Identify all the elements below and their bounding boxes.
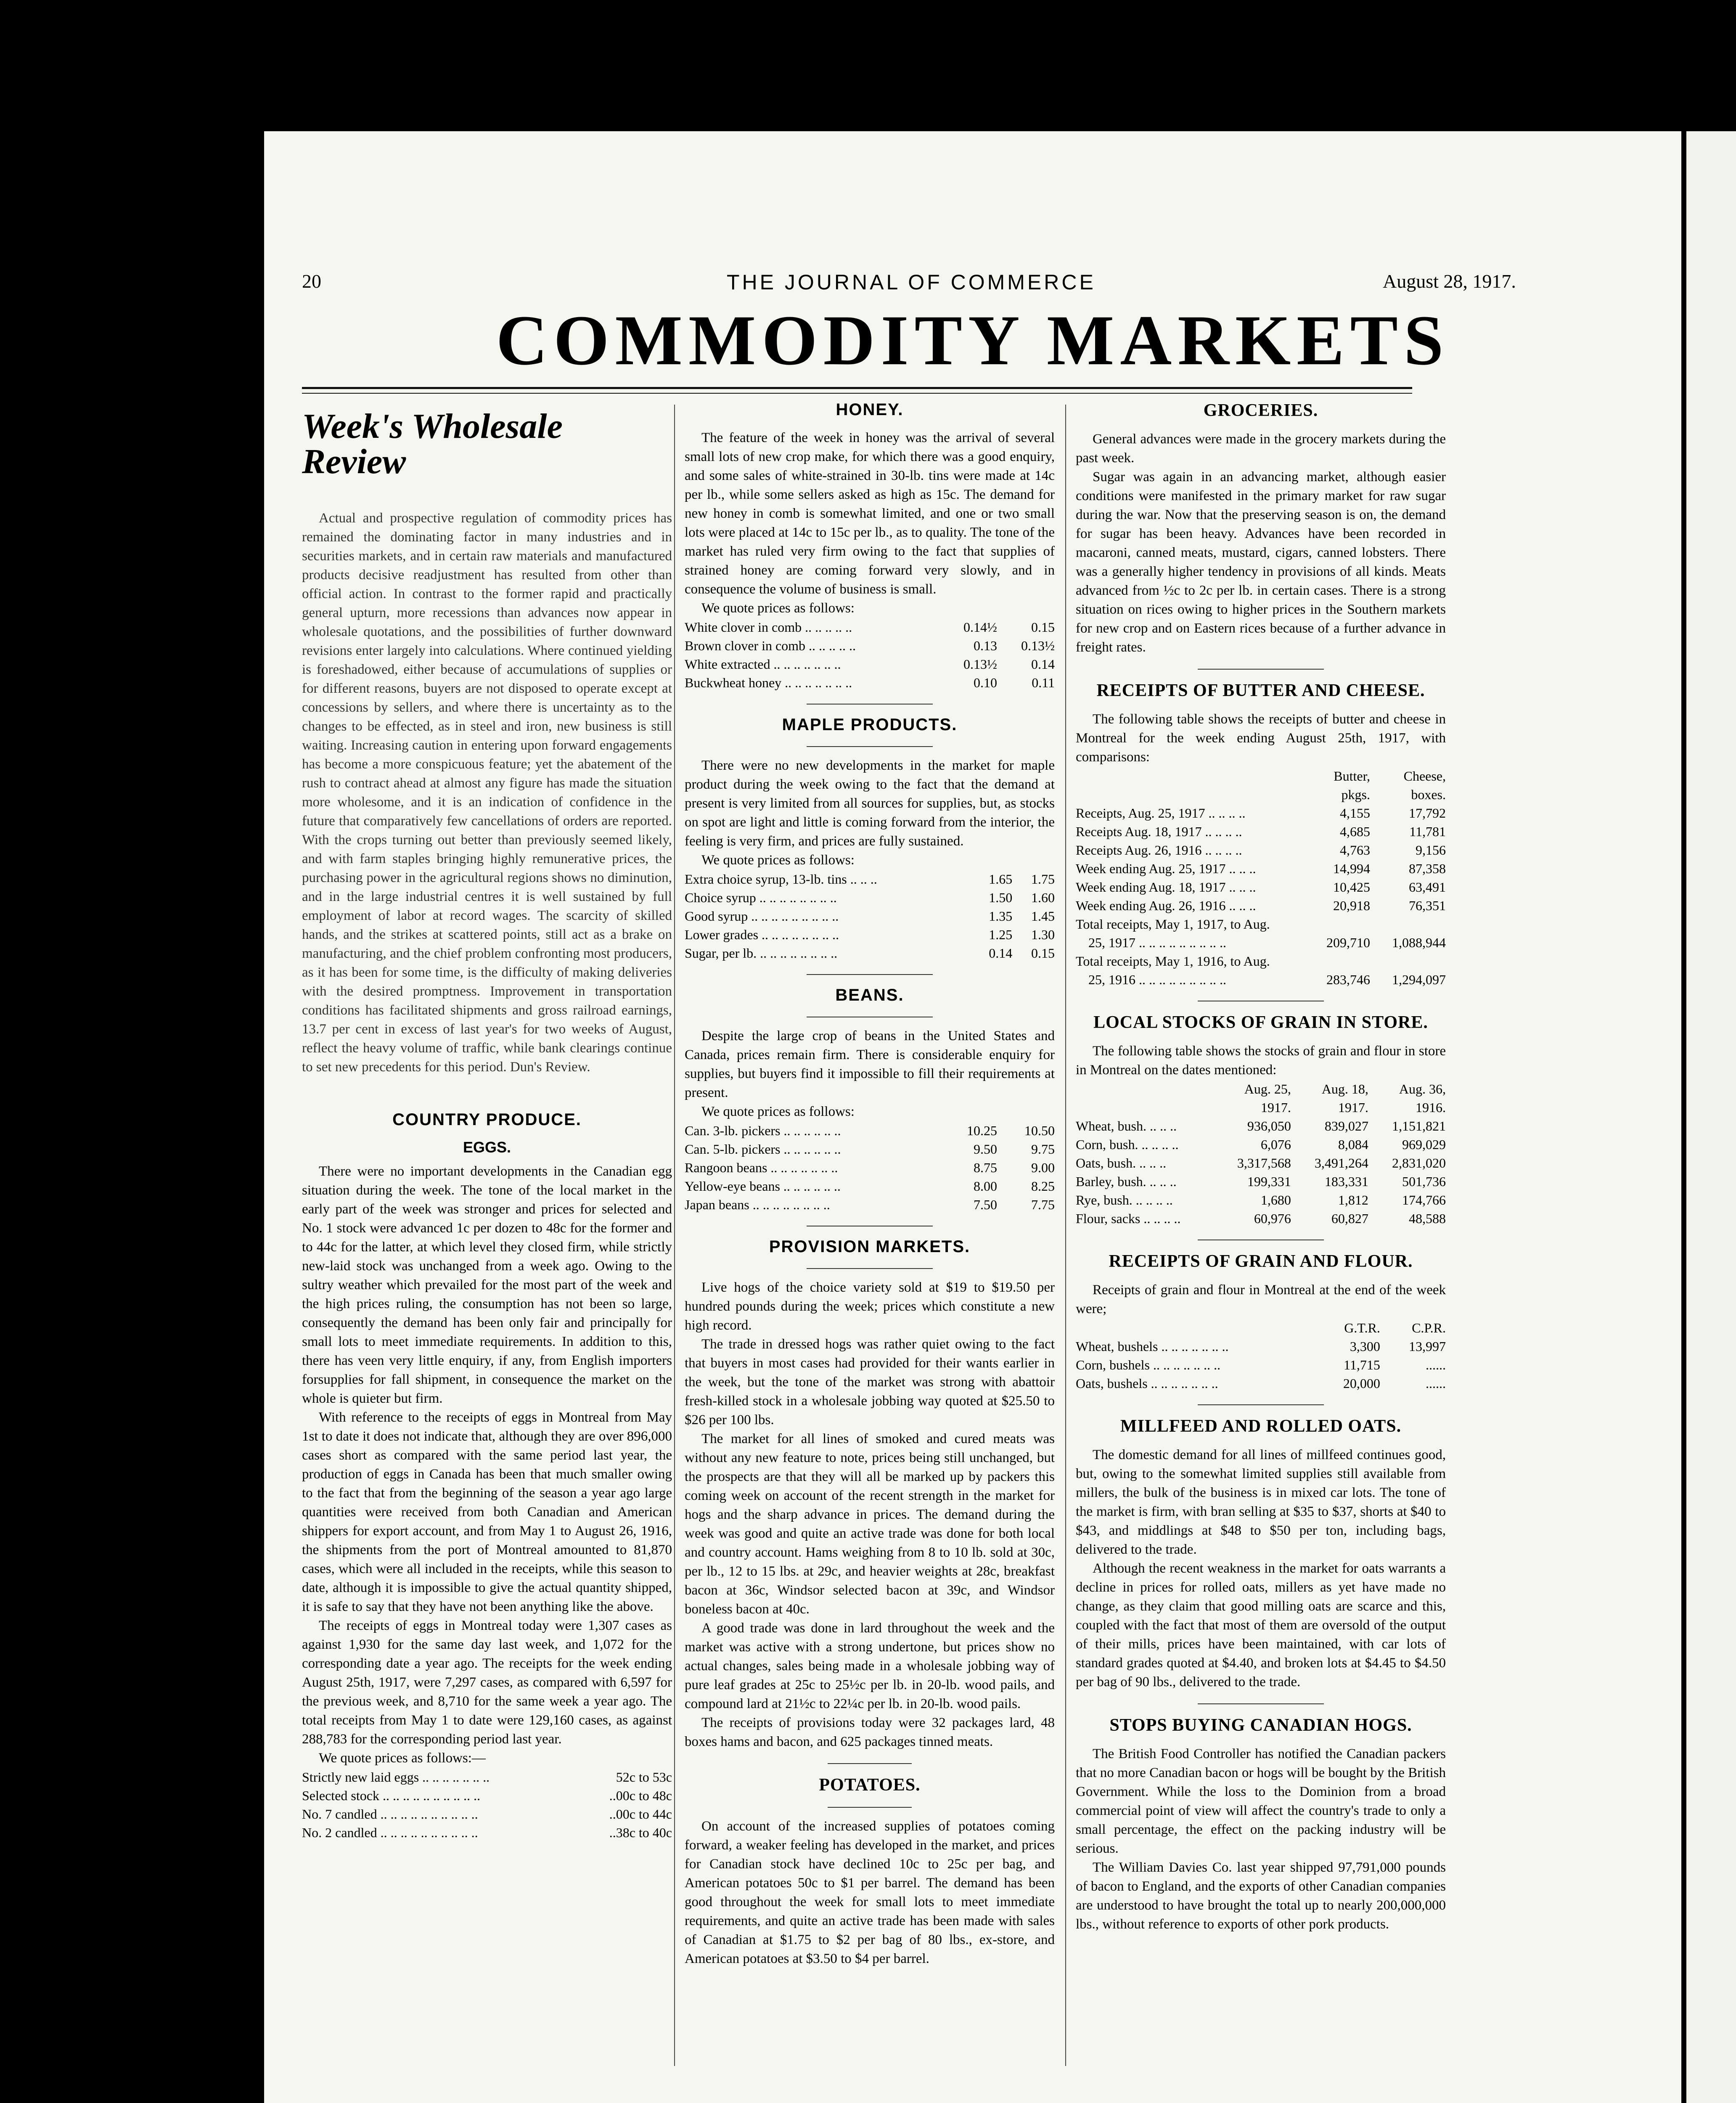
table-row: Receipts, Aug. 25, 1917 .. .. .. .. 4,155 17,792 bbox=[1076, 805, 1446, 821]
table-row: Selected stock .. .. .. .. .. .. .. .. .. .. ..00c to 48c bbox=[302, 1788, 672, 1803]
hogs-title: STOPS BUYING CANADIAN HOGS. bbox=[1109, 1716, 1412, 1735]
table-header: G.T.R. C.P.R. bbox=[1344, 1320, 1446, 1335]
table-header: Butter, Cheese, bbox=[1334, 768, 1446, 784]
millfeed-title: MILLFEED AND ROLLED OATS. bbox=[1120, 1417, 1402, 1436]
grain-stocks-title: LOCAL STOCKS OF GRAIN IN STORE. bbox=[1093, 1013, 1428, 1032]
section-separator bbox=[1198, 669, 1324, 670]
grain-flour-table bbox=[1076, 1319, 1446, 1393]
honey-title: HONEY. bbox=[836, 400, 904, 419]
provision-paragraph: The market for all lines of smoked and cured meats was without any new feature to note, prices being still unchanged, but the prospects are that they will all be marked up by packers this coming week on account of the recent strength in the market for hogs and the sharp advance in prices. The demand during the week was good and quite an active trade was done for both local and country account. Hams weighing from 8 to 10 lb. sold at 30c, per lb., 12 to 15 lbs. at 29c, and heavier weights at 28c, breakfast bacon at 36c, Windsor selected bacon at 39c, and Windsor boneless bacon at 40c. bbox=[685, 1431, 1055, 1617]
section-separator bbox=[807, 704, 933, 705]
groceries-paragraph: General advances were made in the grocery markets during the past week. bbox=[1076, 432, 1446, 466]
table-row: Japan beans .. .. .. .. .. .. .. .. 7.50 7.75 bbox=[685, 1197, 1055, 1212]
eggs-paragraph: With reference to the receipts of eggs in Montreal from May 1st to date it does not indicate that, although they are over 896,000 cases short as compared with the same period last year, the production of eggs in Canada has been that much smaller owing to the fact that from the beginning of the season a year ago large quantities were received from both Canadian and American shippers for export account, and from May 1 to August 26, 1916, the shipments from the port of Montreal amounted to 81,870 cases, which were all included in the receipts, while this season to date, although it is impossible to give the actual quantity shipped, it is safe to say that they have not been anything like the above. bbox=[302, 1410, 672, 1614]
table-row: 25, 1917 .. .. .. .. .. .. .. .. .. 209,710 1,088,944 bbox=[1088, 935, 1446, 950]
provision-title: PROVISION MARKETS. bbox=[769, 1237, 971, 1256]
butter-cheese-text: The following table shows the receipts of butter and cheese in Montreal for the week ending August 25th, 1917, with comparisons: bbox=[1076, 712, 1446, 765]
potatoes-title: POTATOES. bbox=[819, 1775, 921, 1795]
table-row: Wheat, bushels .. .. .. .. .. .. .. 3,300 13,997 bbox=[1076, 1339, 1446, 1354]
table-row: Barley, bush. .. .. .. 199,331 183,331 501,736 bbox=[1076, 1174, 1446, 1189]
eggs-title: EGGS. bbox=[463, 1139, 511, 1156]
eggs-paragraph: The receipts of eggs in Montreal today were 1,307 cases as against 1,930 for the same day last week, and 1,072 for the corresponding date a year ago. The receipts for the week ending August 25th, 1917, were 7,297 cases, as compared with 6,597 for the previous week, and 8,710 for the same week a year ago. The total receipts from May 1 to date were 129,160 cases, as against 288,783 for the corresponding period last year. bbox=[302, 1618, 672, 1747]
table-row: White extracted .. .. .. .. .. .. .. 0.13½ 0.14 bbox=[685, 657, 1055, 672]
column-divider bbox=[674, 405, 675, 2066]
column-1 bbox=[302, 400, 672, 2103]
provision-paragraph: The trade in dressed hogs was rather quiet owing to the fact that buyers in most cases had provided for their wants earlier in the week, but the tone of the market was strong with abattoir fresh-killed stock in a wholesale jobbing way quoted at $25.50 to $26 per 100 lbs. bbox=[685, 1337, 1055, 1428]
column-3 bbox=[1076, 400, 1446, 2103]
review-text: Actual and prospective regulation of commodity prices has remained the dominating factor in many industries and in securities markets, and in certain raw materials and manufactured products decisive readjustment has resulted from other than official action. In contrast to the former rapid and practically general upturn, more recessions than advances now appear in wholesale quotations, and the possibilities of further downward revisions enter largely into calculations. Where continued yielding is foreshadowed, either because of accumulations of supplies or for different reasons, buyers are not disposed to operate except at concessions by sellers, and where there is uncertainty as to the changes to be effected, as in steel and iron, new business is still waiting. Increasing caution in entering upon forward engagements has become a more conspicuous feature; yet the abatement of the rush to contract ahead at almost any figure has made the situation more wholesome, and it is an indication of confidence in the future that comparatively few cancellations of orders are reported. With the crops turning out better than previously seemed likely, and with farm staples bringing highly remunerative prices, the purchasing power in the agricultural regions shows no diminution, and in the large industrial centres it is well sustained by full employment of labor at record wages. The scarcity of skilled hands, and the strikes at scattered points, still act as a brake on manufacturing, and the chief problem confronting most producers, as it has been for some time, is the difficulty of making deliveries with the desired promptness. Improvement in transportation conditions has facilitated shipments and gross railroad earnings, 13.7 per cent in excess of last year's for two weeks of August, reflect the heavy volume of traffic, while bank clearings continue to set new precedents for this period. Dun's Review. bbox=[302, 511, 672, 1075]
table-row: Sugar, per lb. .. .. .. .. .. .. .. .. 0.14 0.15 bbox=[685, 946, 1055, 961]
eggs-paragraph: There were no important developments in the Canadian egg situation during the week. The tone of the local market in the early part of the week was stronger and prices for selected and No. 1 stock were advanced 1c per dozen to 48c for the former and to 44c for the latter, at which level they closed firm, while strictly new-laid stock was unchanged from a week ago. Owing to the sultry weather which prevailed for the most part of the week and the high prices ruling, the consumption has not been so large, consequently the demand has been only fair and principally for small lots to meet immediate requirements. In addition to this, there has veen very little enquiry, if any, from English importers forsupplies for fall shipment, in consequence the market on the whole is quieter but firm. bbox=[302, 1164, 672, 1406]
banner-rule bbox=[302, 387, 1412, 389]
table-row: Can. 3-lb. pickers .. .. .. .. .. .. 10.25 10.50 bbox=[685, 1123, 1055, 1138]
table-row: Good syrup .. .. .. .. .. .. .. .. .. 1.35 1.45 bbox=[685, 908, 1055, 924]
table-row: Yellow-eye beans .. .. .. .. .. .. 8.00 8.25 bbox=[685, 1179, 1055, 1194]
newspaper-page bbox=[264, 131, 1681, 2103]
beans-text: Despite the large crop of beans in the United States and Canada, prices remain firm. There is considerable enquiry for supplies, but buyers find it impossible to fill their requirements at present. bbox=[685, 1028, 1055, 1100]
column-divider bbox=[1065, 405, 1066, 2066]
section-banner: COMMODITY MARKETS bbox=[496, 301, 1450, 380]
table-row: Oats, bush. .. .. .. 3,317,568 3,491,264 2,831,020 bbox=[1076, 1155, 1446, 1171]
honey-price-table bbox=[685, 618, 1055, 692]
adjacent-page-edge bbox=[1686, 131, 1736, 2103]
table-row: Lower grades .. .. .. .. .. .. .. .. 1.25 1.30 bbox=[685, 927, 1055, 942]
table-row: Extra choice syrup, 13-lb. tins .. .. .. 1.65 1.75 bbox=[685, 871, 1055, 887]
grain-flour-text: Receipts of grain and flour in Montreal at the end of the week were; bbox=[1076, 1282, 1446, 1316]
table-row: Choice syrup .. .. .. .. .. .. .. .. 1.50 1.60 bbox=[685, 890, 1055, 905]
table-row: Receipts Aug. 26, 1916 .. .. .. .. 4,763 9,156 bbox=[1076, 842, 1446, 858]
millfeed-paragraph: Although the recent weakness in the market for oats warrants a decline in prices for rolled oats, millers as yet have made no change, as they claim that good milling oats are scarce and this, coupled with the fact that most of them are oversold of the output of their mills, prices have been maintained, with car lots of standard grades quoted at $4.40, and broken lots at $4.45 to $4.50 per bag of 90 lbs., delivered to the trade. bbox=[1076, 1561, 1446, 1690]
beans-price-table bbox=[685, 1121, 1055, 1214]
issue-date: August 28, 1917. bbox=[1383, 270, 1516, 292]
review-title: Week's Wholesale Review bbox=[302, 407, 563, 481]
millfeed-paragraph: The domestic demand for all lines of millfeed continues good, but, owing to the somewhat limited supplies still available from millers, the bulk of the business is in mixed car lots. The tone of the market is firm, with bran selling at $35 to $37, shorts at $40 to $43, and middlings at $48 to $50 per ton, including bags, delivered to the trade. bbox=[1076, 1447, 1446, 1557]
banner-rule-thin bbox=[302, 393, 1412, 394]
section-separator bbox=[807, 974, 933, 975]
potatoes-text: On account of the increased supplies of potatoes coming forward, a weaker feeling has developed in the market, and prices for Canadian stock have declined 10c to 25c per bag, and American potatoes 50c to $1 per barrel. The demand has been good throughout the week for small lots to meet immediate requirements, and quite an active trade has been made with sales of Canadian at $1.75 to $2 per bag of 80 lbs., ex-store, and American potatoes at $3.50 to $4 per barrel. bbox=[685, 1819, 1055, 1966]
page-number: 20 bbox=[302, 270, 321, 292]
grain-stocks-table bbox=[1076, 1080, 1446, 1228]
table-row: Week ending Aug. 26, 1916 .. .. .. 20,918 76,351 bbox=[1076, 898, 1446, 913]
table-header: pkgs. boxes. bbox=[1341, 787, 1446, 802]
eggs-price-table bbox=[302, 1768, 672, 1842]
honey-text: The feature of the week in honey was the arrival of several small lots of new crop make, for which there was a good enquiry, and some sales of white-strained in 30-lb. tins were made at 14c per lb., while some sellers asked as high as 15c. The demand for new honey in comb is somewhat limited, and one or two small lots were placed at 14c to 15c per lb., as to quality. The tone of the market has ruled very firm owing to the fact that supplies of strained honey are coming forward very slowly, and in consequence the volume of business is small. bbox=[685, 430, 1055, 597]
butter-cheese-table bbox=[1076, 767, 1446, 989]
butter-cheese-title: RECEIPTS OF BUTTER AND CHEESE. bbox=[1096, 681, 1425, 700]
beans-quote: We quote prices as follows: bbox=[701, 1104, 855, 1119]
table-row: Week ending Aug. 18, 1917 .. .. .. 10,425 63,491 bbox=[1076, 879, 1446, 895]
table-row: Wheat, bush. .. .. .. 936,050 839,027 1,151,821 bbox=[1076, 1118, 1446, 1134]
table-row: Oats, bushels .. .. .. .. .. .. .. 20,000 ...... bbox=[1076, 1376, 1446, 1391]
table-row: Receipts Aug. 18, 1917 .. .. .. .. 4,685 11,781 bbox=[1076, 824, 1446, 839]
maple-text: There were no new developments in the market for maple product during the week owing to the fact that the demand at present is very limited from all sources for supplies, but, as stocks on spot are light and little is coming forward from the interior, the feeling is very firm, and prices are fully sustained. bbox=[685, 758, 1055, 849]
table-row: White clover in comb .. .. .. .. .. 0.14½ 0.15 bbox=[685, 620, 1055, 635]
grain-flour-title: RECEIPTS OF GRAIN AND FLOUR. bbox=[1109, 1252, 1413, 1271]
table-row: Total receipts, May 1, 1916, to Aug. bbox=[1076, 954, 1270, 969]
groceries-title: GROCERIES. bbox=[1203, 401, 1318, 420]
table-row: Can. 5-lb. pickers .. .. .. .. .. .. 9.50 9.75 bbox=[685, 1142, 1055, 1157]
table-row: Flour, sacks .. .. .. .. 60,976 60,827 48,588 bbox=[1076, 1211, 1446, 1226]
journal-name: THE JOURNAL OF COMMERCE bbox=[727, 270, 1096, 294]
table-row: Brown clover in comb .. .. .. .. .. 0.13 0.13½ bbox=[685, 638, 1055, 653]
table-row: Rye, bush. .. .. .. .. 1,680 1,812 174,766 bbox=[1076, 1192, 1446, 1208]
groceries-paragraph: Sugar was again in an advancing market, although easier conditions were manifested in the primary market for raw sugar during the war. Now that the preserving season is on, the demand for sugar has been heavy. Advances have been recorded in macaroni, canned meats, mustard, cigars, canned lobsters. There was a generally higher tendency in provisions of all kinds. Meats advanced from ½c to 2c per lb. in certain cases. There is a strong situation on rices owing to higher prices in the Southern markets for new crop and on Eastern rices because of a further advance in freight rates. bbox=[1076, 469, 1446, 655]
maple-quote: We quote prices as follows: bbox=[701, 853, 855, 868]
grain-stocks-text: The following table shows the stocks of grain and flour in store in Montreal on the dates mentioned: bbox=[1076, 1044, 1446, 1078]
section-separator bbox=[807, 746, 933, 747]
beans-title: BEANS. bbox=[835, 986, 904, 1004]
table-row: Corn, bushels .. .. .. .. .. .. .. 11,715 ...... bbox=[1076, 1357, 1446, 1372]
provision-paragraph: The receipts of provisions today were 32 packages lard, 48 boxes hams and bacon, and 625 packages tinned meats. bbox=[685, 1715, 1055, 1749]
honey-quote: We quote prices as follows: bbox=[701, 601, 855, 616]
provision-paragraph: Live hogs of the choice variety sold at $19 to $19.50 per hundred pounds during the week; prices which constitute a new high record. bbox=[685, 1280, 1055, 1333]
eggs-quote: We quote prices as follows:— bbox=[319, 1751, 486, 1766]
country-produce-title: COUNTRY PRODUCE. bbox=[392, 1110, 582, 1129]
section-separator bbox=[828, 1807, 912, 1808]
hogs-paragraph: The William Davies Co. last year shipped 97,791,000 pounds of bacon to England, and the exports of other Canadian companies are understood to have brought the total up to nearly 200,000,000 lbs., without reference to exports of other pork products. bbox=[1076, 1860, 1446, 1932]
section-separator bbox=[807, 1268, 933, 1269]
maple-title: MAPLE PRODUCTS. bbox=[782, 715, 958, 734]
table-row: No. 7 candled .. .. .. .. .. .. .. .. .. .. ..00c to 44c bbox=[302, 1806, 672, 1822]
table-row: Total receipts, May 1, 1917, to Aug. bbox=[1076, 916, 1270, 932]
table-row: No. 2 candled .. .. .. .. .. .. .. .. .. .. ..38c to 40c bbox=[302, 1825, 672, 1840]
hogs-paragraph: The British Food Controller has notified the Canadian packers that no more Canadian bacon or hogs will be bought by the British Government. While the loss to the Dominion from a broad commercial point of view will affect the country's trade to only a small percentage, the effect on the packing industry will be serious. bbox=[1076, 1746, 1446, 1856]
table-row: Week ending Aug. 25, 1917 .. .. .. 14,994 87,358 bbox=[1076, 861, 1446, 876]
table-row: Buckwheat honey .. .. .. .. .. .. .. 0.10 0.11 bbox=[685, 675, 1055, 690]
section-separator bbox=[1198, 1404, 1324, 1405]
table-header: 1917. 1917. 1916. bbox=[1260, 1100, 1446, 1115]
table-header: Aug. 25, Aug. 18, Aug. 36, bbox=[1244, 1081, 1446, 1097]
table-row: Rangoon beans .. .. .. .. .. .. .. 8.75 9.00 bbox=[685, 1160, 1055, 1175]
maple-price-table bbox=[685, 870, 1055, 962]
provision-paragraph: A good trade was done in lard throughout the week and the market was active with a strong undertone, but prices show no actual changes, sales being made in a wholesale jobbing way of pure leaf grades at 25c to 25½c per lb. in 20-lb. wood pails, and compound lard at 21½c to 22¼c per lb. in 20-lb. wood pails. bbox=[685, 1621, 1055, 1711]
table-row: Corn, bush. .. .. .. .. 6,076 8,084 969,029 bbox=[1076, 1137, 1446, 1152]
column-2 bbox=[685, 400, 1055, 2103]
section-separator bbox=[1198, 1703, 1324, 1704]
table-row: 25, 1916 .. .. .. .. .. .. .. .. .. 283,746 1,294,097 bbox=[1088, 972, 1446, 987]
table-row: Strictly new laid eggs .. .. .. .. .. .. .. 52c to 53c bbox=[302, 1769, 672, 1785]
section-separator bbox=[828, 1763, 912, 1764]
